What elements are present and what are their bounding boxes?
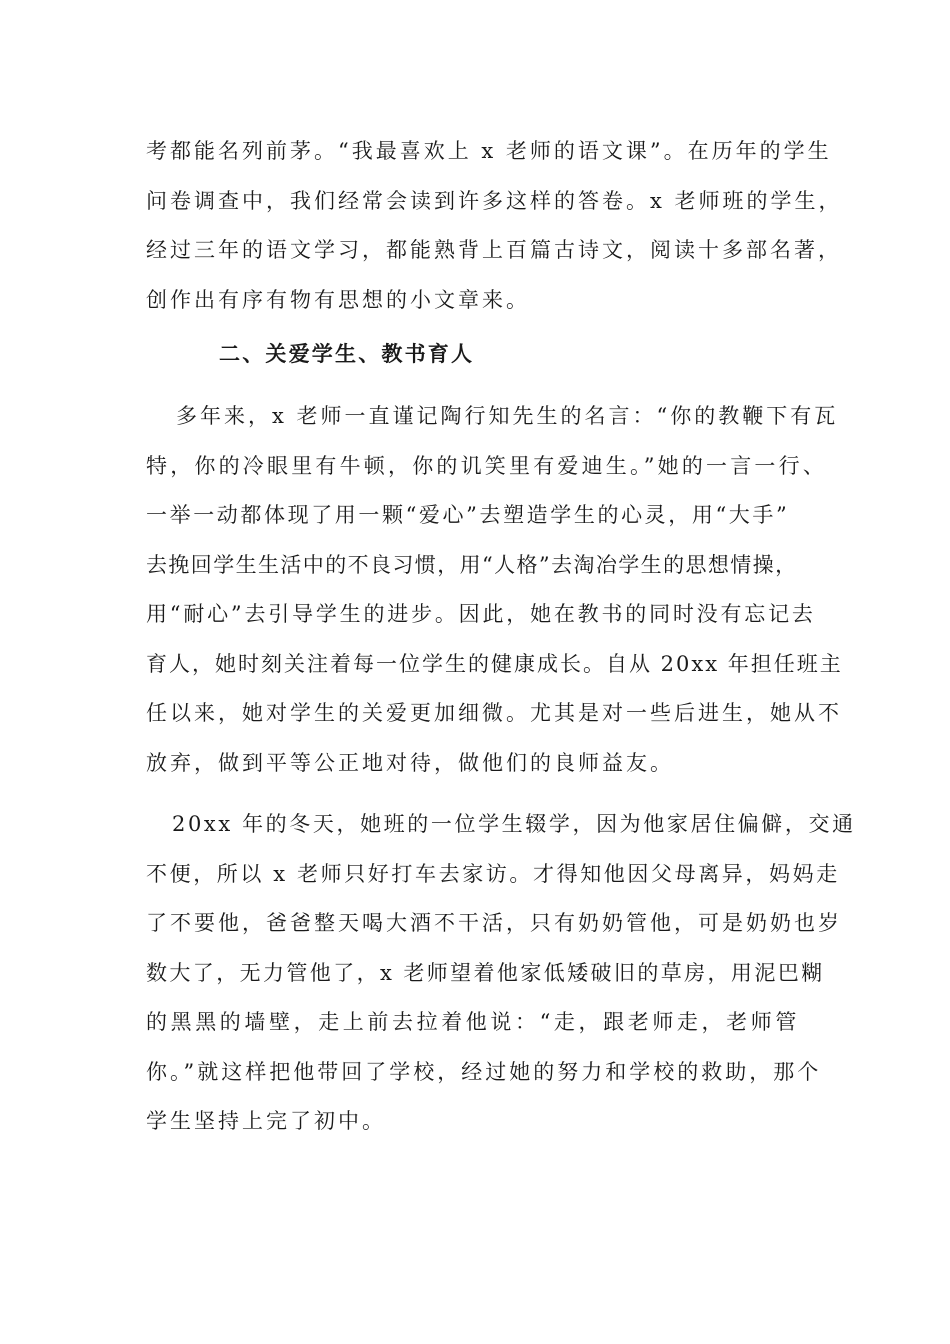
section-heading: 二、关爱学生、教书育人 — [219, 342, 475, 366]
paragraph-line: 问卷调查中，我们经常会读到许多这样的答卷。x 老师班的学生， — [146, 188, 843, 213]
paragraph-line: 创作出有序有物有思想的小文章来。 — [146, 287, 530, 312]
paragraph-line: 用“耐心”去引导学生的进步。因此，她在教书的同时没有忘记去 — [146, 602, 816, 626]
paragraph-line: 不便，所以 x 老师只好打车去家访。才得知他因父母离异，妈妈走 — [146, 861, 840, 886]
paragraph-line: 经过三年的语文学习，都能熟背上百篇古诗文，阅读十多部名著， — [146, 238, 842, 262]
paragraph-line: 学生坚持上完了初中。 — [146, 1109, 386, 1133]
paragraph-line: 数大了，无力管他了，x 老师望着他家低矮破旧的草房，用泥巴糊 — [146, 960, 825, 985]
paragraph-line: 特，你的冷眼里有牛顿，你的讥笑里有爱迪生。”她的一言一行、 — [146, 453, 828, 478]
paragraph-line: 放弃，做到平等公正地对待，做他们的良师益友。 — [146, 750, 674, 775]
paragraph-line: 多年来，x 老师一直谨记陶行知先生的名言：“你的教鞭下有瓦 — [176, 404, 839, 428]
paragraph-line: 一举一动都体现了用一颗“爱心”去塑造学生的心灵，用“大手” — [146, 503, 790, 527]
paragraph-line: 任以来，她对学生的关爱更加细微。尤其是对一些后进生，她从不 — [146, 701, 842, 725]
paragraph-line: 20xx 年的冬天，她班的一位学生辍学，因为他家居住偏僻，交通 — [172, 812, 856, 836]
paragraph-line: 考都能名列前茅。“我最喜欢上 x 老师的语文课”。在历年的学生 — [146, 139, 832, 163]
paragraph-academic-results — [146, 127, 843, 325]
paragraph-home-visit-story — [146, 800, 856, 1147]
paragraph-line: 了不要他，爸爸整天喝大酒不干活，只有奶奶管他，可是奶奶也岁 — [146, 911, 842, 935]
paragraph-line: 育人，她时刻关注着每一位学生的健康成长。自从 20xx 年担任班主 — [146, 651, 843, 676]
paragraph-line: 去挽回学生生活中的不良习惯，用“人格”去淘冶学生的思想情操， — [146, 552, 798, 577]
paragraph-line: 你。”就这样把他带回了学校，经过她的努力和学校的救助，那个 — [146, 1059, 822, 1084]
paragraph-caring-for-students — [146, 392, 843, 788]
paragraph-line: 的黑黑的墙壁，走上前去拉着他说：“走，跟老师走，老师管 — [146, 1010, 800, 1034]
